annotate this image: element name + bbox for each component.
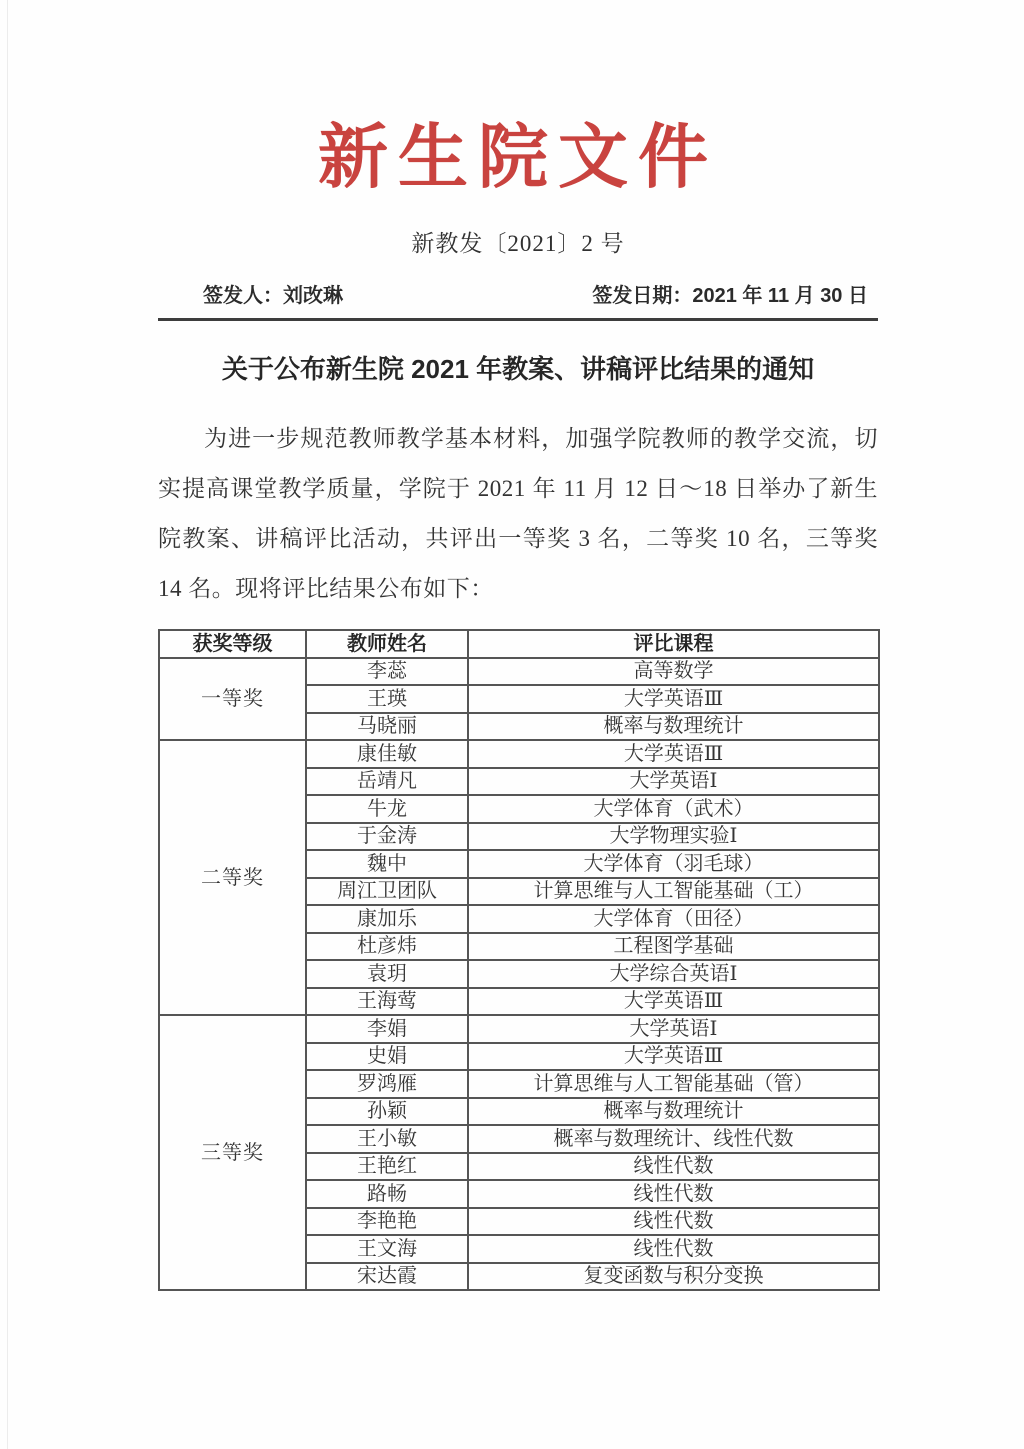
header-award-level: 获奖等级 xyxy=(159,630,306,658)
course-cell: 大学英语Ⅲ xyxy=(468,685,879,713)
course-cell: 大学体育（羽毛球） xyxy=(468,850,879,878)
teacher-name-cell: 马晓丽 xyxy=(306,713,468,741)
course-cell: 大学物理实验Ⅰ xyxy=(468,823,879,851)
teacher-name-cell: 宋达霞 xyxy=(306,1263,468,1291)
table-row xyxy=(159,1015,879,1043)
course-cell: 大学体育（武术） xyxy=(468,795,879,823)
teacher-name-cell: 康佳敏 xyxy=(306,740,468,768)
notice-title: 关于公布新生院 2021 年教案、讲稿评比结果的通知 xyxy=(221,354,815,384)
course-cell: 大学英语Ⅲ xyxy=(468,1043,879,1071)
award-level-cell: 二等奖 xyxy=(159,740,306,1015)
header-course: 评比课程 xyxy=(468,630,879,658)
teacher-name-cell: 李蕊 xyxy=(306,658,468,686)
teacher-name-cell: 路畅 xyxy=(306,1180,468,1208)
table-row xyxy=(159,658,879,686)
teacher-name-cell: 魏中 xyxy=(306,850,468,878)
document-number: 新教发〔2021〕2 号 xyxy=(411,231,625,256)
teacher-name-cell: 袁玥 xyxy=(306,960,468,988)
teacher-name-cell: 王海莺 xyxy=(306,988,468,1016)
award-level-cell: 三等奖 xyxy=(159,1015,306,1290)
teacher-name-cell: 李艳艳 xyxy=(306,1208,468,1236)
teacher-name-cell: 孙颖 xyxy=(306,1098,468,1126)
letterhead-title: 新生院文件 xyxy=(318,118,718,196)
notice-body-paragraph: 为进一步规范教师教学基本材料，加强学院教师的教学交流，切实提高课堂教学质量，学院于 2021 年 11 月 12 日～18 日举办了新生院教案、讲稿评比活动，共评出一等奖 3 名，二等奖 10 名，三等奖 14 名。现将评比结果公布如下： xyxy=(158,426,878,601)
course-cell: 大学英语Ⅲ xyxy=(468,988,879,1016)
issue-info-row xyxy=(158,281,878,311)
teacher-name-cell: 岳靖凡 xyxy=(306,768,468,796)
awards-table xyxy=(158,629,880,1291)
header-divider xyxy=(158,318,878,321)
teacher-name-cell: 牛龙 xyxy=(306,795,468,823)
course-cell: 线性代数 xyxy=(468,1153,879,1181)
teacher-name-cell: 王小敏 xyxy=(306,1125,468,1153)
header-teacher-name: 教师姓名 xyxy=(306,630,468,658)
teacher-name-cell: 康加乐 xyxy=(306,905,468,933)
course-cell: 大学英语Ⅰ xyxy=(468,768,879,796)
teacher-name-cell: 周江卫团队 xyxy=(306,878,468,906)
table-header-row xyxy=(159,630,879,658)
issue-date: 签发日期：2021 年 11 月 30 日 xyxy=(592,285,868,307)
course-cell: 大学英语Ⅰ xyxy=(468,1015,879,1043)
course-cell: 线性代数 xyxy=(468,1208,879,1236)
course-cell: 大学体育（田径） xyxy=(468,905,879,933)
course-cell: 概率与数理统计 xyxy=(468,713,879,741)
course-cell: 计算思维与人工智能基础（管） xyxy=(468,1070,879,1098)
course-cell: 复变函数与积分变换 xyxy=(468,1263,879,1291)
teacher-name-cell: 王文海 xyxy=(306,1235,468,1263)
teacher-name-cell: 罗鸿雁 xyxy=(306,1070,468,1098)
course-cell: 计算思维与人工智能基础（工） xyxy=(468,878,879,906)
scan-edge-artifact xyxy=(7,0,8,1449)
table-row xyxy=(159,740,879,768)
teacher-name-cell: 于金涛 xyxy=(306,823,468,851)
awards-table-body xyxy=(159,658,879,1291)
course-cell: 概率与数理统计 xyxy=(468,1098,879,1126)
course-cell: 工程图学基础 xyxy=(468,933,879,961)
teacher-name-cell: 王艳红 xyxy=(306,1153,468,1181)
issuer-name: 签发人：刘改琳 xyxy=(203,285,343,307)
teacher-name-cell: 王瑛 xyxy=(306,685,468,713)
course-cell: 大学综合英语Ⅰ xyxy=(468,960,879,988)
course-cell: 线性代数 xyxy=(468,1235,879,1263)
course-cell: 概率与数理统计、线性代数 xyxy=(468,1125,879,1153)
teacher-name-cell: 杜彦炜 xyxy=(306,933,468,961)
course-cell: 线性代数 xyxy=(468,1180,879,1208)
course-cell: 大学英语Ⅲ xyxy=(468,740,879,768)
document-content xyxy=(158,110,878,1291)
course-cell: 高等数学 xyxy=(468,658,879,686)
teacher-name-cell: 史娟 xyxy=(306,1043,468,1071)
award-level-cell: 一等奖 xyxy=(159,658,306,741)
teacher-name-cell: 李娟 xyxy=(306,1015,468,1043)
